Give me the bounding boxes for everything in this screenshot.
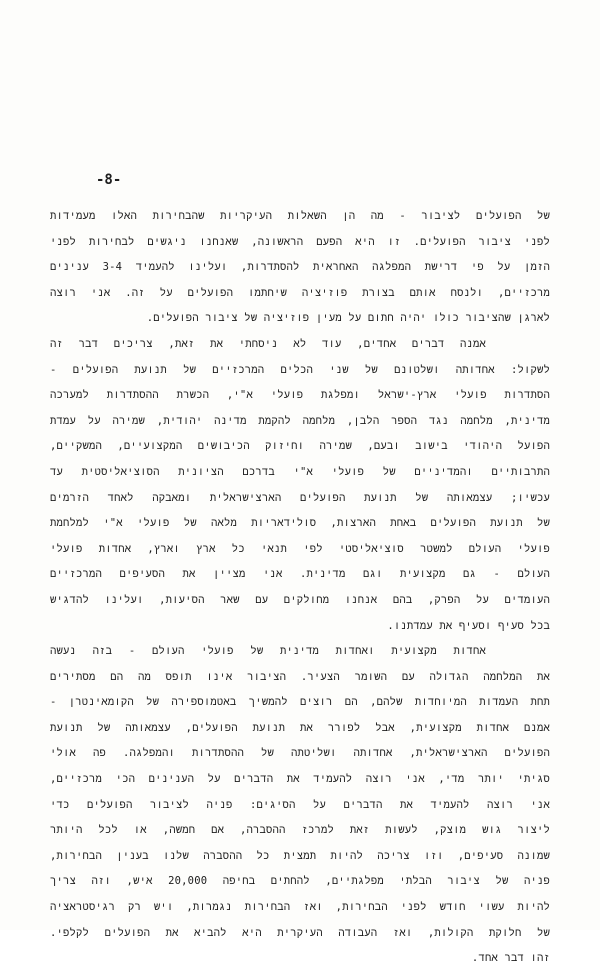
text-line: העומדים על הפרק, בהם אנחנו מחולקים עם שאר הסיעות, ועלינו להדגיש (50, 593, 550, 606)
text-line: תחת העמדות המיוחדות שלהם, הם רוצים להמשיך באטמוספירה של הקומאינטרן - (50, 696, 550, 709)
text-line: עכשיו; עצמאותה של תנועת הפועלים הארצישראלית ומאבקה לאחד הזרמים (50, 491, 550, 504)
text-line: של תנועת הפועלים באחת הארצות, סולידאריות מלאה של פועלי א"י למלחמת (50, 517, 550, 530)
text-line: זהו דבר אחד. (471, 952, 550, 965)
document-body (50, 204, 550, 972)
text-line: מדינית, מלחמה נגד הספר הלבן, מלחמה להקמת מדינה יהודית, שמירה על עמדת (50, 414, 550, 427)
text-line: אני רוצה להעמיד את הדברים על הסיגים: פניה לציבור הפועלים כדי (50, 798, 550, 811)
text-line: אחדות מקצועית ואחדות מדינית של פועלי העולם - בזה נעשה (50, 645, 486, 658)
text-line: את המלחמה הגדולה עם השומר הצעיר. הציבור אינו תופס מה הם מסתירים (50, 670, 550, 683)
text-line: לארגן שהציבור כולו יהיה חתום על מעין פוזיציה של ציבור הפועלים. (146, 312, 550, 325)
text-line: ליצור גוש מוצק, לעשות זאת למרכז ההסברה, אם חמשה, או לכל היותר (50, 824, 550, 837)
text-line: הסתדרות פועלי ארץ-ישראל ומפלגת פועלי א"י, הכשרת ההסתדרות למערכה (50, 389, 550, 402)
text-line: לפני ציבור הפועלים. זו היא הפעם הראשונה, שאנחנו ניגשים לבחירות לפני (50, 235, 550, 248)
text-line: להיות עשוי חודש לפני הבחירות, ואז הבחירות נגמרות, ויש רק רגיסטראציה (50, 901, 550, 914)
text-line: הפועלים הארצישראלית, אחדותה ושליטתה של ההסתדרות והמפלגה. פה אולי (50, 747, 550, 760)
text-line: אמנם אחדות מקצועית, אבל לפורר את תנועת הפועלים, עצמאותה של תנועת (50, 721, 550, 734)
text-line: שמונה סעיפים, וזו צריכה להיות תמצית כל ההסברה שלנו בענין הבחירות, (50, 849, 550, 862)
text-line: בכל סעיף וסעיף את עמדתנו. (387, 619, 550, 632)
text-line: של חלוקת הקולות, ואז העבודה העיקרית היא להביא את הפועלים לקלפי. (50, 926, 550, 939)
text-line: הזמן על פי דרישת המפלגה האחראית להסתדרות, ועלינו להעמיד 3-4 ענינים (50, 261, 550, 274)
page-number: -8- (96, 172, 122, 188)
text-line: סגיתי יותר מדי, אני רוצה להעמיד את הדברים על הענינים הכי מרכזיים, (50, 773, 550, 786)
text-line: אמנה דברים אחדים, עוד לא ניסחתי את זאת, צריכים דבר זה (50, 337, 486, 350)
text-line: הפועל היהודי בישוב ובעם, שמירה וחיזוק הכיבושים המקצועיים, המשקיים, (50, 440, 550, 453)
text-line: העולם - גם מקצועית וגם מדינית. אני מציין את הסעיפים המרכזיים (50, 568, 550, 581)
text-line: פניה של ציבור הבלתי מפלגתיים, להחתים בחיפה 20,000 איש, וזה צריך (50, 875, 550, 888)
text-line: לשקול: אחדותה ושלטונם של שני הכלים המרכזיים של תנועת הפועלים - (50, 363, 550, 376)
text-line: מרכזיים, ולנסח אותם בצורת פוזיציה שיחתמו הפועלים על זה. אני רוצה (50, 286, 550, 299)
text-line: התרבותיים והמדיניים של פועלי א"י בדרכם הציונית הסוציאליסטית עד (50, 465, 550, 478)
text-line: של הפועלים לציבור - מה הן השאלות העיקריות שהבחירות האלו מעמידות (50, 210, 550, 222)
text-line: פועלי העולם למשטר סוציאליסטי לפי תנאי כל ארץ וארץ, אחדות פועלי (50, 542, 550, 555)
